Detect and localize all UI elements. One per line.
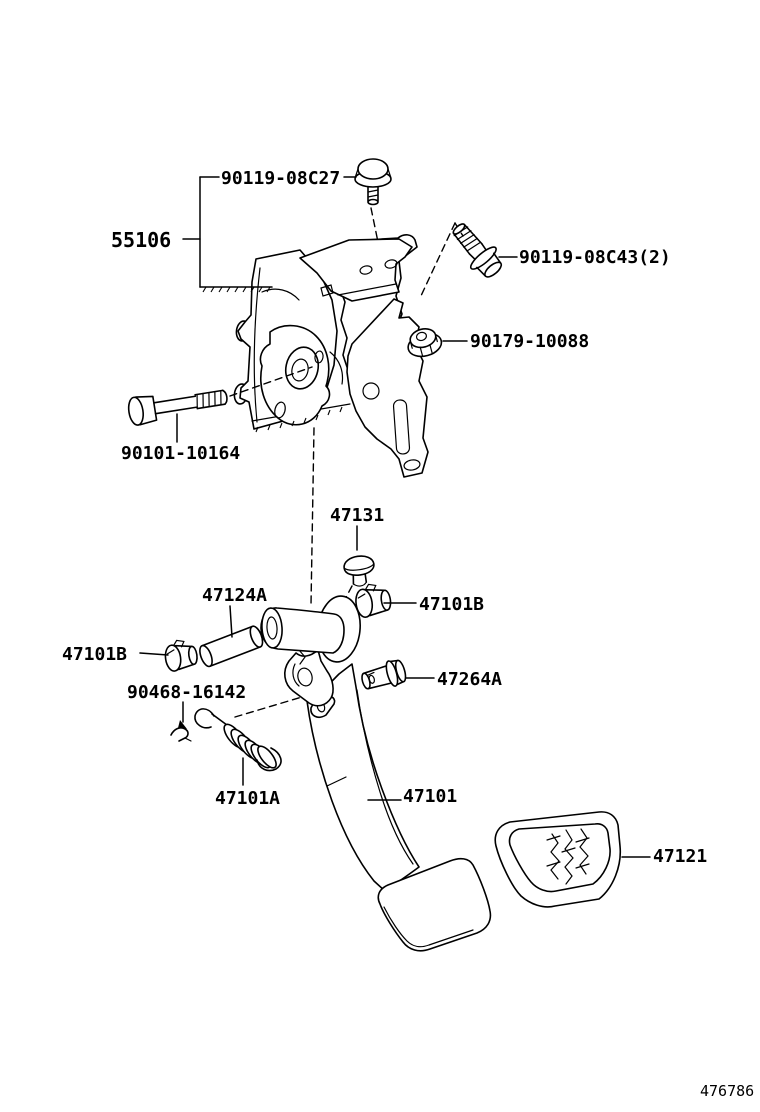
label-55106: 55106	[111, 228, 172, 252]
label-90179-10088: 90179-10088	[470, 331, 590, 352]
bracket-55106-drawing	[233, 235, 428, 477]
label-47101B-left: 47101B	[62, 644, 128, 665]
label-90119-08C27: 90119-08C27	[221, 168, 341, 189]
bushing-47101B-right-drawing	[354, 582, 393, 618]
pin-47264A-drawing	[359, 657, 408, 694]
spring-47101A-drawing	[195, 709, 281, 771]
bolt-90119-08C43-drawing	[445, 216, 508, 283]
label-90101-10164: 90101-10164	[121, 443, 241, 464]
cap-47131-drawing	[343, 554, 377, 588]
label-90119-08C43: 90119-08C43(2)	[519, 247, 671, 268]
label-47124A: 47124A	[202, 585, 268, 606]
label-47101A: 47101A	[215, 788, 281, 809]
label-47131: 47131	[330, 505, 385, 526]
label-47264A: 47264A	[437, 669, 503, 690]
pedal-pad-47121-drawing	[495, 812, 620, 907]
label-47121: 47121	[653, 846, 708, 867]
pedal-arm-47101-drawing	[261, 594, 491, 951]
label-47101: 47101	[403, 786, 458, 807]
label-47101B-right: 47101B	[419, 594, 485, 615]
clip-90468-16142-drawing	[171, 720, 191, 741]
label-90468-16142: 90468-16142	[127, 682, 247, 703]
bolt-90101-10164-drawing	[127, 383, 229, 426]
figure-code: 476786	[700, 1082, 755, 1100]
part-labels	[62, 168, 754, 1100]
bolt-90119-08C27-drawing	[355, 159, 391, 205]
